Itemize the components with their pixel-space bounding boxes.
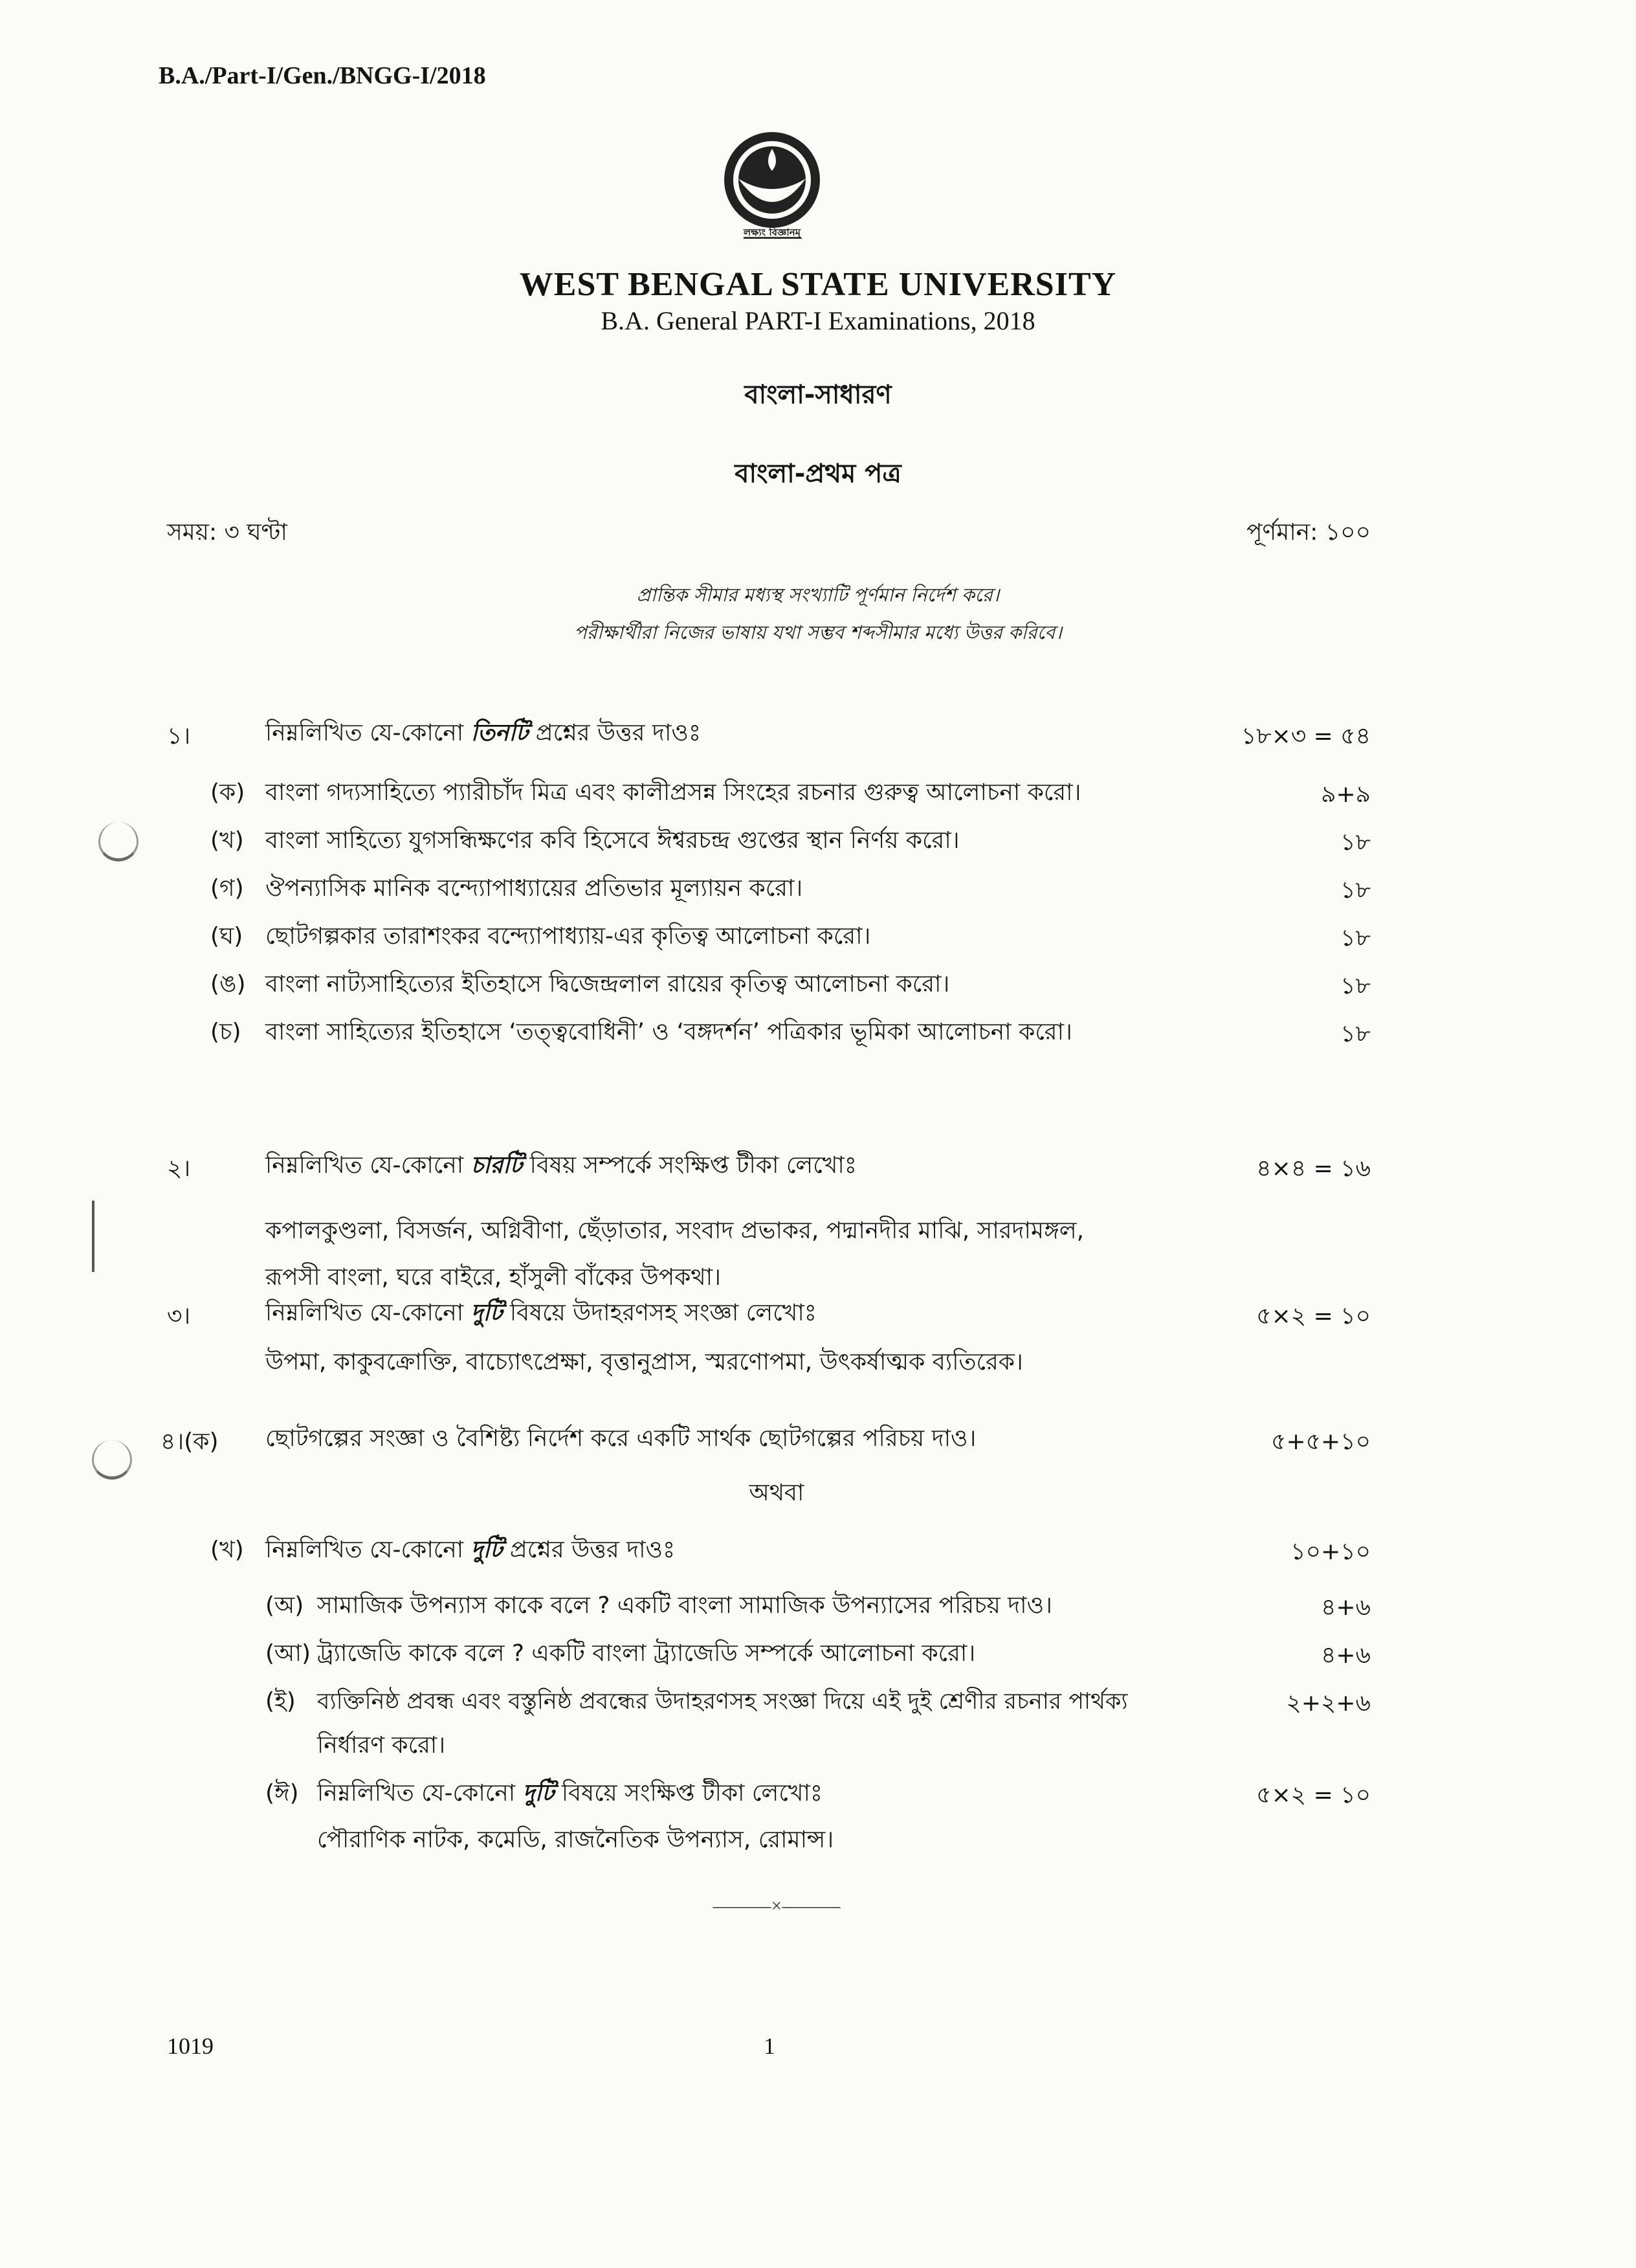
q4a-text: ছোটগল্পের সংজ্ঞা ও বৈশিষ্ট্য নির্দেশ করে একটি সার্থক ছোটগল্পের পরিচয় দাও। (265, 1425, 977, 1452)
q3-prompt (265, 1297, 817, 1329)
q4b-sub4-prompt (317, 1777, 823, 1810)
q1-prompt-post: প্রশ্নের উত্তর দাওঃ (528, 720, 702, 746)
q3-prompt-emphasis: দুটি (470, 1300, 503, 1326)
q1-item-text: বাংলা গদ্যসাহিত্যে প্যারীচাঁদ মিত্র এবং কালীপ্রসন্ন সিংহের রচনার গুরুত্ব আলোচনা করো। (265, 779, 1081, 806)
q1-item-label: (ঙ) (210, 971, 246, 997)
q1-item-marks: ১৮ (1340, 1021, 1371, 1047)
end-mark: ———×——— (713, 1895, 841, 1917)
punch-hole-bottom (92, 1440, 132, 1480)
q4b-sub-label: (অ) (265, 1592, 304, 1619)
q4b-sub4-prompt-emphasis: দুটি (522, 1780, 555, 1807)
full-marks: পূর্ণমান: ১০০ (1246, 519, 1371, 546)
instruction-line-1: প্রান্তিক সীমার মধ্যস্থ সংখ্যাটি পূর্ণমান নির্দেশ করে। (636, 584, 1000, 606)
q1-item-label: (ক) (210, 779, 245, 806)
q2-prompt-post: বিষয় সম্পর্কে সংক্ষিপ্ত টীকা লেখোঃ (522, 1152, 857, 1179)
logo-motto: লক্ষ্যং বিজ্ঞানম্ (744, 227, 801, 238)
q1-item-marks: ১৮ (1340, 829, 1371, 856)
q2-topics-line-1: কপালকুণ্ডলা, বিসর্জন, অগ্নিবীণা, ছেঁড়াতার, সংবাদ প্রভাকর, পদ্মানদীর মাঝি, সারদামঙ্গল, (265, 1217, 1085, 1244)
q4b-sub-text: ট্র্যাজেডি কাকে বলে ? একটি বাংলা ট্র্যাজেডি সম্পর্কে আলোচনা করো। (317, 1640, 976, 1667)
q4b-sub-text-continued: নির্ধারণ করো। (317, 1732, 446, 1759)
university-logo (707, 128, 837, 258)
q1-item-label: (খ) (210, 827, 244, 854)
q1-item-text: ঔপন্যাসিক মানিক বন্দ্যোপাধ্যায়ের প্রতিভার মূল্যায়ন করো। (265, 875, 803, 902)
or-separator: অথবা (749, 1480, 804, 1506)
q4b-prompt-emphasis: দুটি (470, 1537, 503, 1563)
q3-topics: উপমা, কাকুবক্রোক্তি, বাচ্যোৎপ্রেক্ষা, বৃত্তানুপ্রাস, স্মরণোপমা, উৎকর্ষাত্মক ব্যতিরেক। (265, 1349, 1023, 1375)
q2-prompt-emphasis: চারটি (470, 1152, 523, 1179)
q4b-sub-text: সামাজিক উপন্যাস কাকে বলে ? একটি বাংলা সামাজিক উপন্যাসের পরিচয় দাও। (317, 1592, 1052, 1619)
q2-prompt-pre: নিম্নলিখিত যে-কোনো (265, 1152, 471, 1179)
q1-item-marks: ১৮ (1340, 973, 1371, 999)
q1-item-label: (গ) (210, 875, 244, 902)
q2-topics-block (265, 1161, 1084, 1301)
q1-prompt-emphasis: তিনটি (470, 720, 529, 746)
footer-code: 1019 (167, 2033, 214, 2059)
q4b-sub-marks: ২+২+৬ (1286, 1690, 1371, 1717)
q2-marks: ৪×৪ = ১৬ (1256, 1155, 1371, 1182)
q1-item-label: (ঘ) (210, 923, 243, 950)
q1-item-marks: ৯+৯ (1321, 781, 1371, 808)
q4b-sub-text: ব্যক্তিনিষ্ঠ প্রবন্ধ এবং বস্তুনিষ্ঠ প্রবন্ধের উদাহরণসহ সংজ্ঞা দিয়ে এই দুই শ্রেণীর রচনার পার্থক্য (317, 1689, 1128, 1715)
q4b-sub-marks: ৪+৬ (1321, 1642, 1371, 1669)
q4b-sub-label: (আ) (265, 1640, 311, 1667)
time-allowed: সময়: ৩ ঘণ্টা (167, 519, 287, 546)
q4b-sub4-topics: পৌরাণিক নাটক, কমেডি, রাজনৈতিক উপন্যাস, রোমান্স। (317, 1827, 834, 1853)
q1-marks: ১৮×৩ = ৫৪ (1241, 723, 1371, 750)
university-name: WEST BENGAL STATE UNIVERSITY (519, 266, 1117, 303)
q4b-prompt-pre: নিম্নলিখিত যে-কোনো (265, 1537, 471, 1563)
q3-number: ৩। (167, 1303, 191, 1329)
punch-hole-top (98, 822, 138, 862)
q4b-sub4-prompt-post: বিষয়ে সংক্ষিপ্ত টীকা লেখোঃ (554, 1780, 823, 1807)
q4b-prompt (265, 1534, 675, 1566)
q1-item-text: বাংলা সাহিত্যের ইতিহাসে ‘তত্ত্ববোধিনী’ ও ‘বঙ্গদর্শন’ পত্রিকার ভূমিকা আলোচনা করো। (265, 1019, 1072, 1045)
q1-item-label: (চ) (210, 1019, 241, 1045)
q4b-prompt-post: প্রশ্নের উত্তর দাওঃ (502, 1537, 676, 1563)
page-number: 1 (764, 2033, 775, 2059)
q3-prompt-post: বিষয়ে উদাহরণসহ সংজ্ঞা লেখোঃ (502, 1300, 817, 1326)
q1-item-text: বাংলা সাহিত্যে যুগসন্ধিক্ষণের কবি হিসেবে ঈশ্বরচন্দ্র গুপ্তের স্থান নির্ণয় করো। (265, 827, 960, 854)
q1-number: ১। (167, 723, 191, 750)
q1-item-marks: ১৮ (1340, 877, 1371, 904)
paper-code: B.A./Part-I/Gen./BNGG-I/2018 (159, 62, 486, 89)
q3-marks: ৫×২ = ১০ (1256, 1303, 1371, 1329)
q4b-sub-marks: ৪+৬ (1321, 1594, 1371, 1621)
q4-number: ৪।(ক) (160, 1429, 219, 1455)
q2-topics-line-2: রূপসী বাংলা, ঘরে বাইরে, হাঁসুলী বাঁকের উপকথা। (265, 1264, 721, 1291)
q1-item-text: ছোটগল্পকার তারাশংকর বন্দ্যোপাধ্যায়-এর কৃতিত্ব আলোচনা করো। (265, 923, 871, 950)
q1-prompt (265, 717, 701, 750)
q2-number: ২। (167, 1155, 191, 1182)
q1-item-text: বাংলা নাট্যসাহিত্যের ইতিহাসে দ্বিজেন্দ্রলাল রায়ের কৃতিত্ব আলোচনা করো। (265, 971, 950, 997)
q1-item-marks: ১৮ (1340, 925, 1371, 951)
q4b-sub4-prompt-pre: নিম্নলিখিত যে-কোনো (317, 1780, 523, 1807)
paper-title: বাংলা-প্রথম পত্র (735, 459, 901, 489)
instruction-line-2: পরীক্ষার্থীরা নিজের ভাষায় যথা সম্ভব শব্দসীমার মধ্যে উত্তর করিবে। (574, 621, 1062, 643)
q1-prompt-pre: নিম্নলিখিত যে-কোনো (265, 720, 471, 746)
q4b-sub4-marks: ৫×২ = ১০ (1256, 1782, 1371, 1808)
q4b-marks: ১০+১০ (1290, 1539, 1371, 1565)
q4b-label: (খ) (210, 1537, 244, 1563)
subject-title: বাংলা-সাধারণ (744, 380, 892, 410)
q4a-marks: ৫+৫+১০ (1271, 1429, 1371, 1455)
margin-mark (92, 1201, 94, 1272)
q4b-sub-label: (ঈ) (265, 1780, 299, 1807)
q4b-sub-label: (ই) (265, 1688, 296, 1715)
q3-prompt-pre: নিম্নলিখিত যে-কোনো (265, 1300, 471, 1326)
exam-title: B.A. General PART-I Examinations, 2018 (601, 306, 1035, 335)
